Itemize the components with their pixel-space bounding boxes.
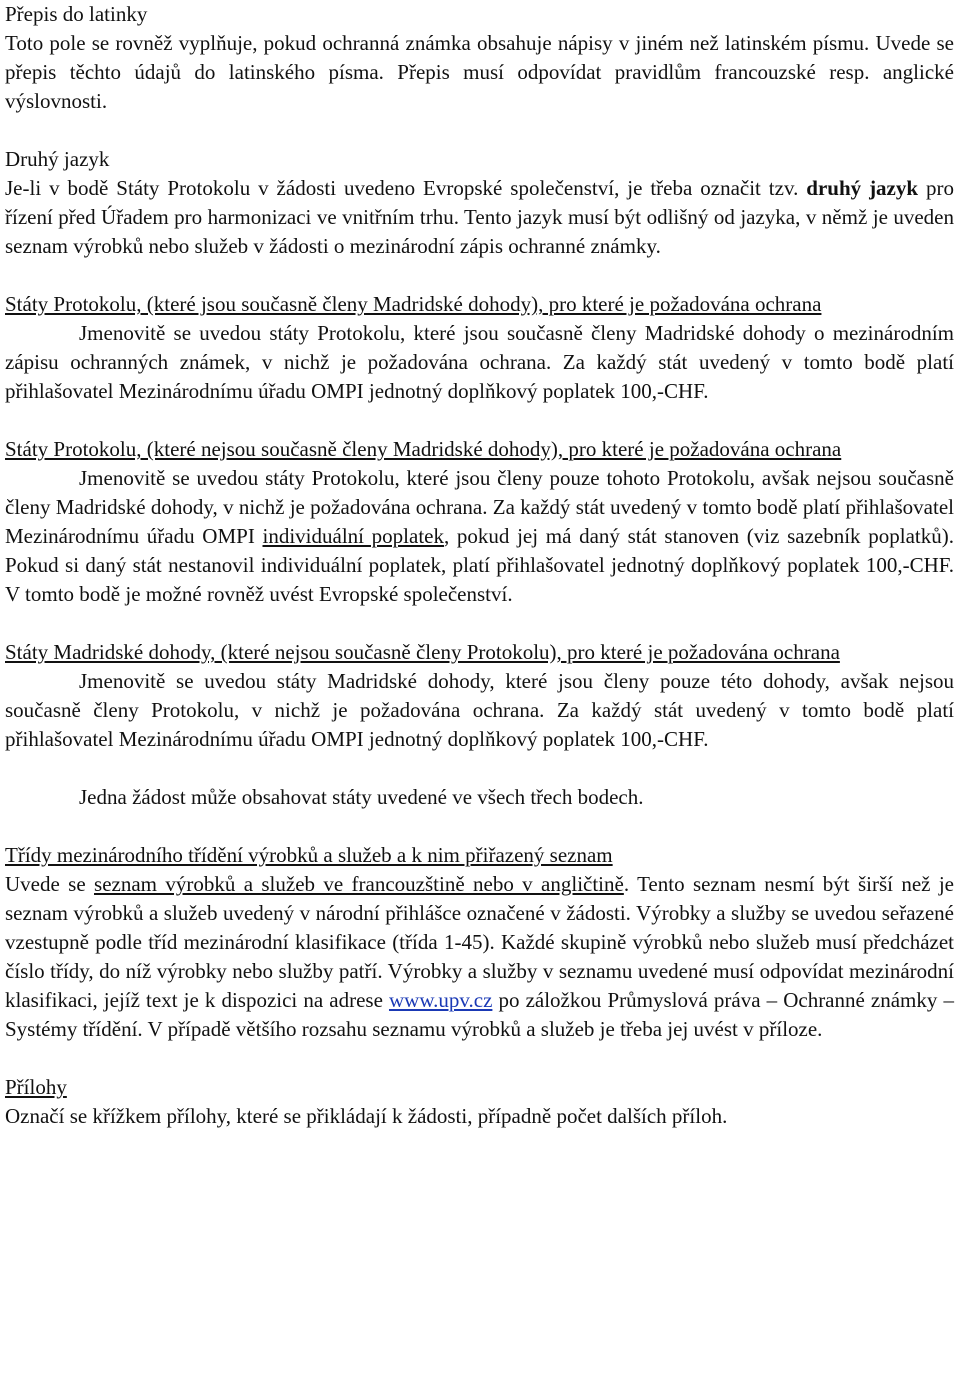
section-title-druhy-jazyk: Druhý jazyk: [5, 147, 110, 171]
body-text: Je-li v bodě Státy Protokolu v žádosti uvedeno Evropské společenství, je třeba označit tzv.: [5, 176, 807, 200]
body-text: po záložkou Průmyslová práva – Ochranné známky – Systémy třídění. V případě většího rozsahu seznamu výrobků a služeb je třeba jej uvést v příloze.: [5, 988, 954, 1041]
section-body-staty-protokolu-nečlenove: [5, 464, 954, 609]
section-title-staty-protokolu-clenove: Státy Protokolu, (které jsou současně členy Madridské dohody), pro které je požadována ochrana: [5, 292, 822, 316]
section-body-staty-madridske-dohody: Jmenovitě se uvedou státy Madridské dohody, které jsou členy pouze této dohody, avšak nejsou současně členy Protokolu, v nichž je požadována ochrana. Za každý stát uvedený v tomto bodě platí přihlašovatel Mezinárodnímu úřadu OMPI jednotný doplňkový poplatek 100,-CHF.: [5, 669, 954, 751]
section-title-prilohy: Přílohy: [5, 1075, 67, 1099]
section-body-staty-protokolu-clenove: Jmenovitě se uvedou státy Protokolu, které jsou současně členy Madridské dohody o mezinárodním zápisu ochranných známek, v nichž je požadována ochrana. Za každý stát uvedený v tomto bodě platí přihlašovatel Mezinárodnímu úřadu OMPI jednotný doplňkový poplatek 100,-CHF.: [5, 321, 954, 403]
body-text: , pokud jej má daný stát stanoven (viz sazebník poplatků). Pokud si daný stát nestanovil individuální poplatek, platí přihlašovatel jednotný doplňkový poplatek 100,-CHF. V tomto bodě je možné rovněž uvést Evropské společenství.: [5, 524, 954, 606]
section-body-druhy-jazyk: [5, 174, 954, 261]
spacer: [5, 1044, 954, 1073]
section-title-tridy: Třídy mezinárodního třídění výrobků a služeb a k nim přiřazený seznam: [5, 843, 613, 867]
section-title-prepis: Přepis do latinky: [5, 2, 148, 26]
section-title-staty-madridske-dohody: Státy Madridské dohody, (které nejsou současně členy Protokolu), pro které je požadována ochrana: [5, 640, 840, 664]
upv-link[interactable]: www.upv.cz: [388, 988, 493, 1012]
underlined-term: seznam výrobků a služeb ve francouzštině nebo v angličtině: [94, 872, 624, 896]
section-body-prilohy: Označí se křížkem přílohy, které se přikládají k žádosti, případně počet dalších příloh.: [5, 1104, 728, 1128]
body-text: . Tento seznam nesmí být širší než je seznam výrobků a služeb uvedený v národní přihlášce označené v žádosti. Výrobky a služby se uvedou seřazené vzestupně podle tříd mezinárodní klasifikace (třída 1-45). Každé skupině výrobků nebo služeb musí předcházet číslo třídy, do níž výrobky nebo služby patří. Výrobky a služby v seznamu uvedené musí odpovídat mezinárodní klasifikaci, jejíž text je k dispozici na adrese: [5, 872, 954, 1012]
section-body-prepis: Toto pole se rovněž vyplňuje, pokud ochranná známka obsahuje nápisy v jiném než latinském písmu. Uvede se přepis těchto údajů do latinského písma. Přepis musí odpovídat pravidlům francouzské resp. anglické výslovnosti.: [5, 31, 954, 113]
section-title-staty-protokolu-nečlenove: Státy Protokolu, (které nejsou současně členy Madridské dohody), pro které je požadována ochrana: [5, 437, 842, 461]
spacer: [5, 754, 954, 783]
spacer: [5, 609, 954, 638]
body-text: Uvede se: [5, 872, 95, 896]
spacer: [5, 116, 954, 145]
spacer: [5, 406, 954, 435]
body-text: Jmenovitě se uvedou státy Protokolu, které jsou členy pouze tohoto Protokolu, avšak nejsou současně členy Madridské dohody, v nichž je požadována ochrana. Za každý stát uvedený v tomto bodě platí přihlašovatel Mezinárodnímu úřadu OMPI: [5, 466, 954, 548]
spacer: [5, 261, 954, 290]
section-body-tridy: [5, 870, 954, 1044]
note-text: Jedna žádost může obsahovat státy uvedené ve všech třech bodech.: [79, 785, 644, 809]
body-text: pro řízení před Úřadem pro harmonizaci ve vnitřním trhu. Tento jazyk musí být odlišný od jazyka, v němž je uveden seznam výrobků nebo služeb v žádosti o mezinárodní zápis ochranné známky.: [5, 176, 954, 258]
spacer: [5, 812, 954, 841]
bold-term: druhý jazyk: [806, 176, 919, 200]
underlined-term: individuální poplatek: [262, 524, 444, 548]
